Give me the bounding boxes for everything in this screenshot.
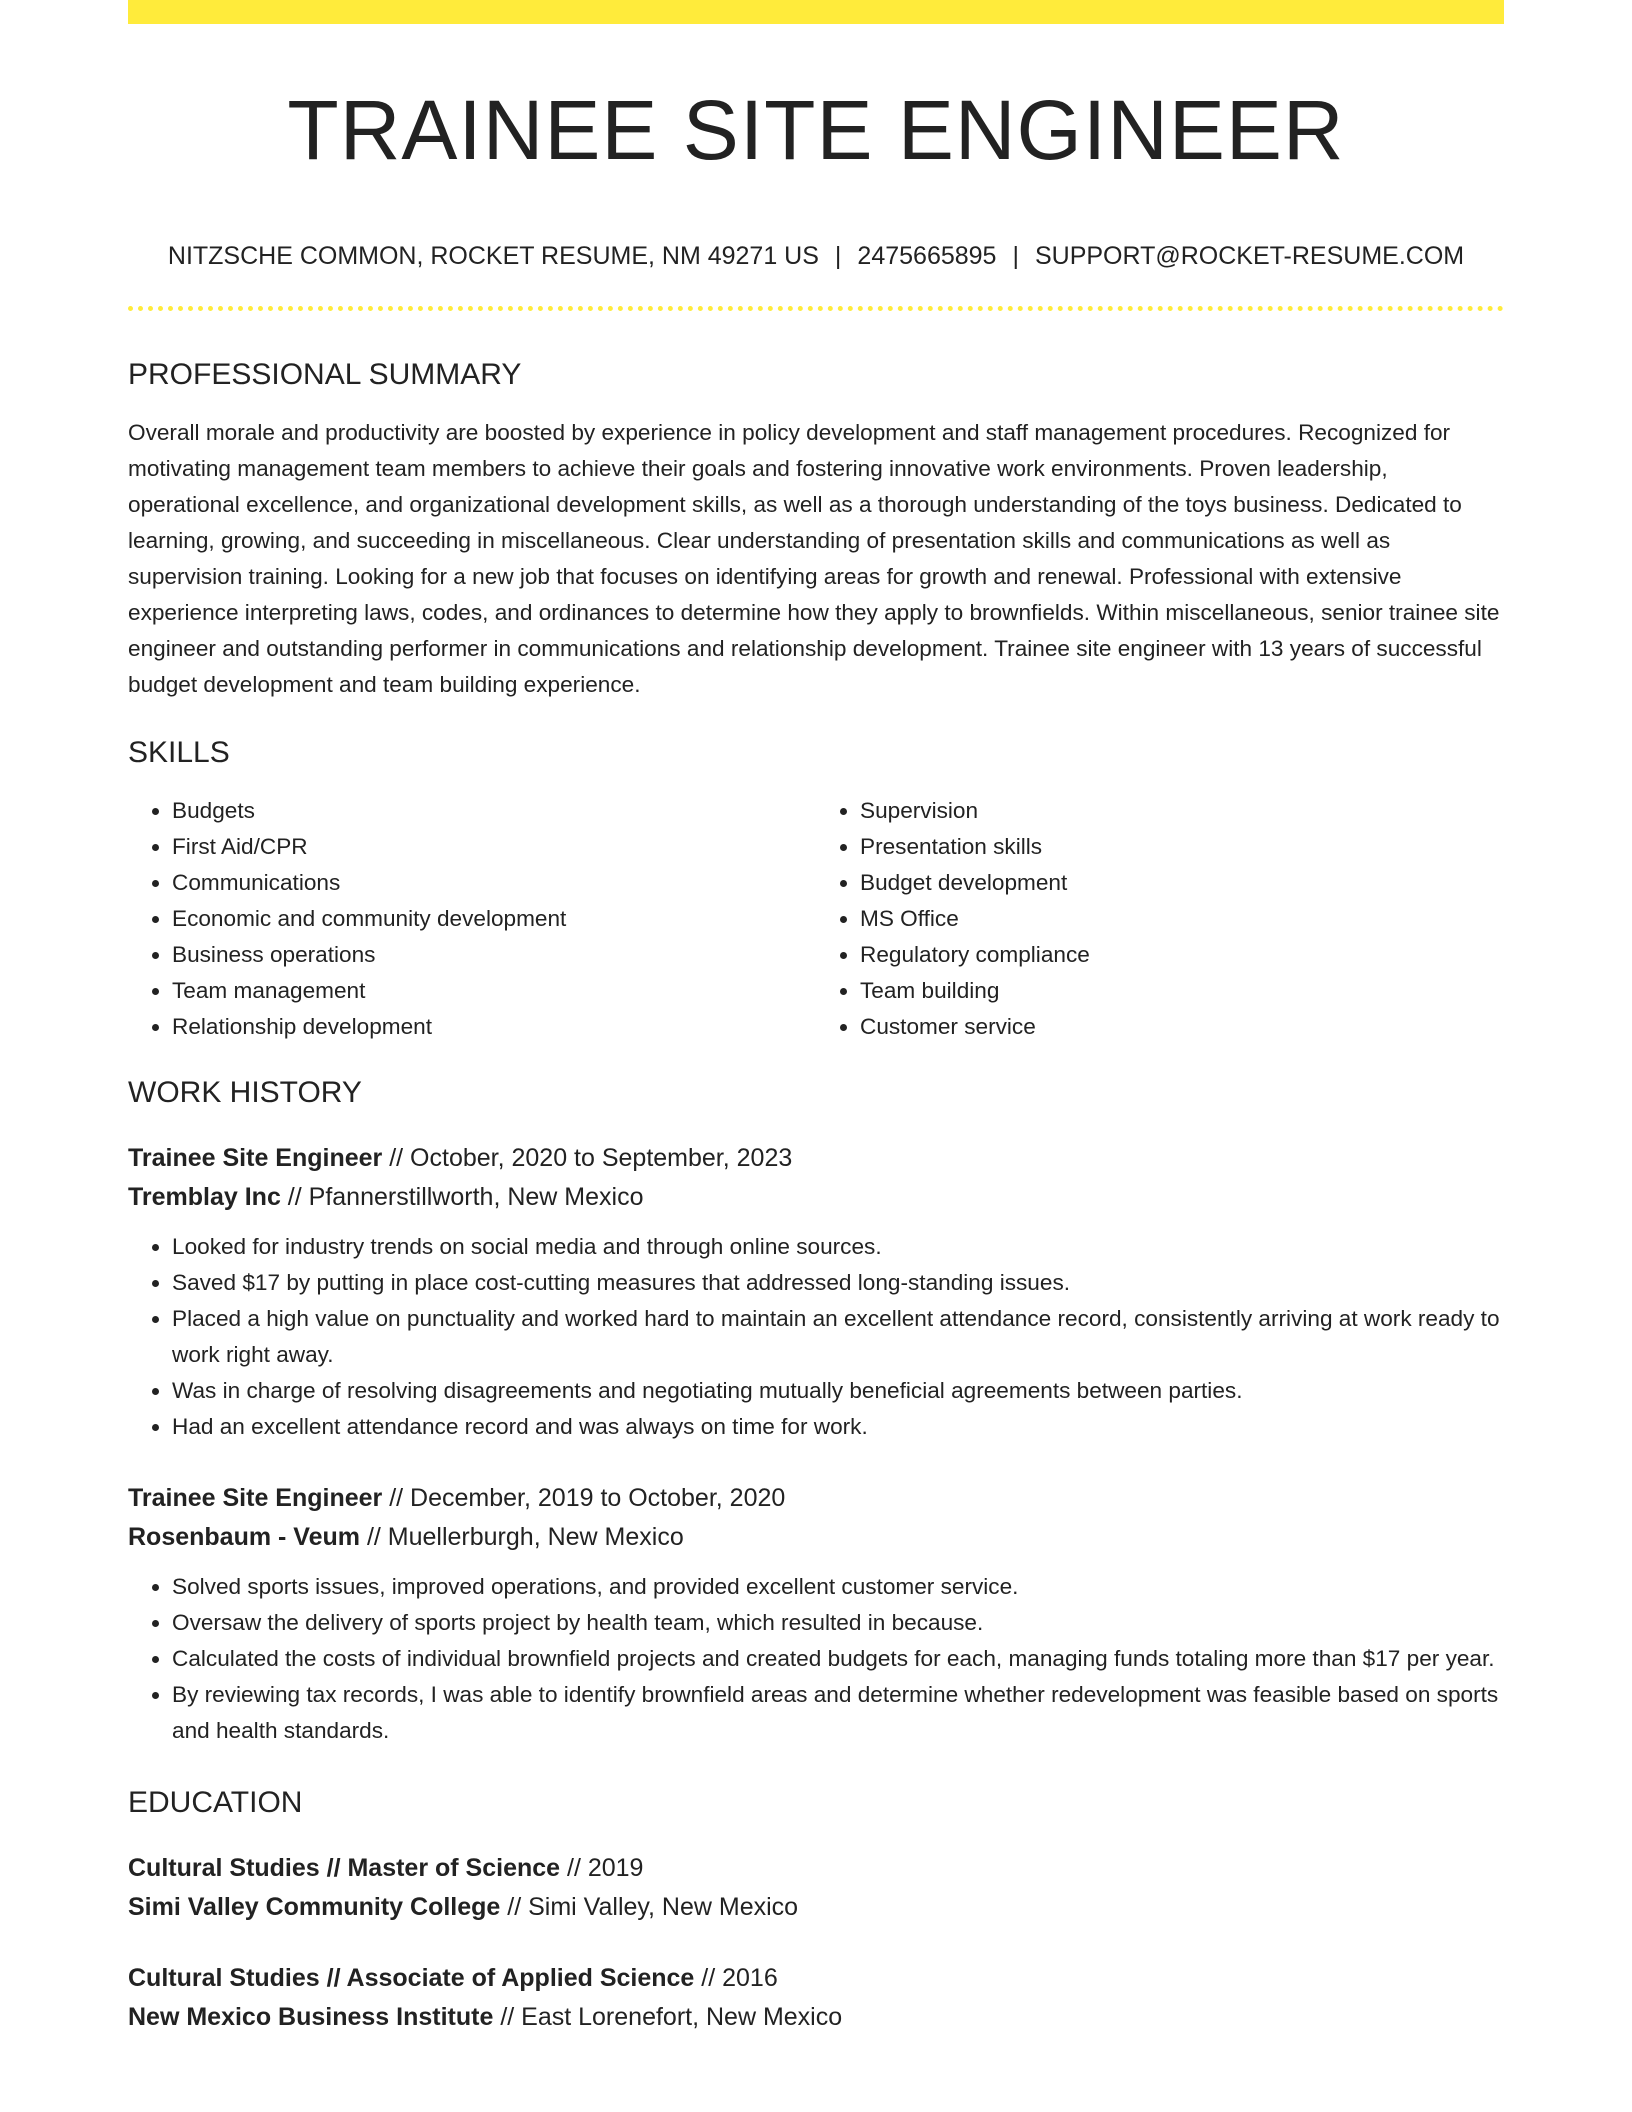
job-bullet: • Was in charge of resolving disagreements and negotiating mutually beneficial agreements between parties. <box>172 1373 1504 1409</box>
education-heading: EDUCATION <box>128 1786 303 1819</box>
contact-address: NITZSCHE COMMON, ROCKET RESUME, NM 49271 US <box>167 242 819 270</box>
skill-item: • Budget development <box>860 865 1504 901</box>
header-divider <box>128 306 1504 311</box>
skills-grid <box>128 793 1504 1045</box>
job-bullet: • Solved sports issues, improved operations, and provided excellent customer service. <box>172 1569 1504 1605</box>
skills-right-column <box>816 793 1504 1045</box>
job-dates: // December, 2019 to October, 2020 <box>382 1484 786 1512</box>
contact-separator: | <box>1012 242 1019 270</box>
summary-text: Overall morale and productivity are boosted by experience in policy development and staff management procedures. Recognized for motivating management team members to achieve their goals and fostering innovative work environments. Proven leadership, operational excellence, and organizational development skills, as well as a thorough understanding of the toys business. Dedicated to learning, growing, and succeeding in miscellaneous. Clear understanding of presentation skills and communications as well as supervision training. Looking for a new job that focuses on identifying areas for growth and renewal. Professional with extensive experience interpreting laws, codes, and ordinances to determine how they apply to brownfields. Within miscellaneous, senior trainee site engineer and outstanding performer in communications and relationship development. Trainee site engineer with 13 years of successful budget development and team building experience. <box>128 420 1500 697</box>
skill-item: • Presentation skills <box>860 829 1504 865</box>
skill-item: • MS Office <box>860 901 1504 937</box>
job-company: Rosenbaum - Veum <box>128 1523 360 1551</box>
education-degree-line <box>128 1959 1504 1998</box>
job-bullet: • Looked for industry trends on social media and through online sources. <box>172 1229 1504 1265</box>
education-degree: Cultural Studies // Associate of Applied Science <box>128 1964 695 1992</box>
skill-item: • Budgets <box>172 793 816 829</box>
skill-item: • Business operations <box>172 937 816 973</box>
education-year: // 2019 <box>560 1854 644 1882</box>
job-location: // Muellerburgh, New Mexico <box>360 1523 684 1551</box>
resume-name: TRAINEE SITE ENGINEER <box>287 83 1345 177</box>
contact-line <box>128 240 1504 272</box>
skill-item: • First Aid/CPR <box>172 829 816 865</box>
job-bullet: • By reviewing tax records, I was able to identify brownfield areas and determine whether redevelopment was feasible based on sports and health standards. <box>172 1677 1504 1749</box>
education-school: Simi Valley Community College <box>128 1893 501 1921</box>
education-entry <box>128 1959 1504 2037</box>
job-company-line <box>128 1178 1504 1217</box>
skill-item: • Regulatory compliance <box>860 937 1504 973</box>
education-school: New Mexico Business Institute <box>128 2003 494 2031</box>
job-entry <box>128 1139 1504 1445</box>
job-role: Trainee Site Engineer <box>128 1484 383 1512</box>
job-bullet: • Had an excellent attendance record and was always on time for work. <box>172 1409 1504 1445</box>
job-entry <box>128 1479 1504 1749</box>
skills-left-column <box>128 793 816 1045</box>
top-accent-bar <box>128 0 1504 24</box>
education-degree: Cultural Studies // Master of Science <box>128 1854 561 1882</box>
skill-item: • Supervision <box>860 793 1504 829</box>
job-role: Trainee Site Engineer <box>128 1144 383 1172</box>
education-school-line <box>128 1888 1504 1927</box>
skill-item: • Relationship development <box>172 1009 816 1045</box>
skill-item: • Team building <box>860 973 1504 1009</box>
contact-separator: | <box>834 242 842 270</box>
education-year: // 2016 <box>694 1964 778 1992</box>
skill-item: • Economic and community development <box>172 901 816 937</box>
job-title-line <box>128 1479 1504 1518</box>
job-bullet: • Saved $17 by putting in place cost-cutting measures that addressed long-standing issues. <box>172 1265 1504 1301</box>
resume-page <box>128 0 1504 2037</box>
skill-item: • Customer service <box>860 1009 1504 1045</box>
job-bullets <box>128 1229 1504 1445</box>
education-entry <box>128 1849 1504 1927</box>
education-degree-line <box>128 1849 1504 1888</box>
summary-heading: PROFESSIONAL SUMMARY <box>128 358 522 391</box>
job-bullet: • Placed a high value on punctuality and worked hard to maintain an excellent attendance record, consistently arriving at work ready to work right away. <box>172 1301 1504 1373</box>
job-bullets <box>128 1569 1504 1749</box>
education-location: // Simi Valley, New Mexico <box>500 1893 799 1921</box>
job-title-line <box>128 1139 1504 1178</box>
work-history-heading: WORK HISTORY <box>128 1076 362 1109</box>
contact-email: SUPPORT@ROCKET-RESUME.COM <box>1034 242 1465 270</box>
education-school-line <box>128 1998 1504 2037</box>
education-location: // East Lorenefort, New Mexico <box>493 2003 843 2031</box>
job-bullet: • Calculated the costs of individual brownfield projects and created budgets for each, managing funds totaling more than $17 per year. <box>172 1641 1504 1677</box>
job-company-line <box>128 1518 1504 1557</box>
skills-heading: SKILLS <box>128 736 230 769</box>
job-bullet: • Oversaw the delivery of sports project by health team, which resulted in because. <box>172 1605 1504 1641</box>
contact-phone: 2475665895 <box>857 242 997 270</box>
skill-item: • Team management <box>172 973 816 1009</box>
job-company: Tremblay Inc <box>128 1183 281 1211</box>
job-location: // Pfannerstillworth, New Mexico <box>280 1183 644 1211</box>
skill-item: • Communications <box>172 865 816 901</box>
job-dates: // October, 2020 to September, 2023 <box>382 1144 793 1172</box>
